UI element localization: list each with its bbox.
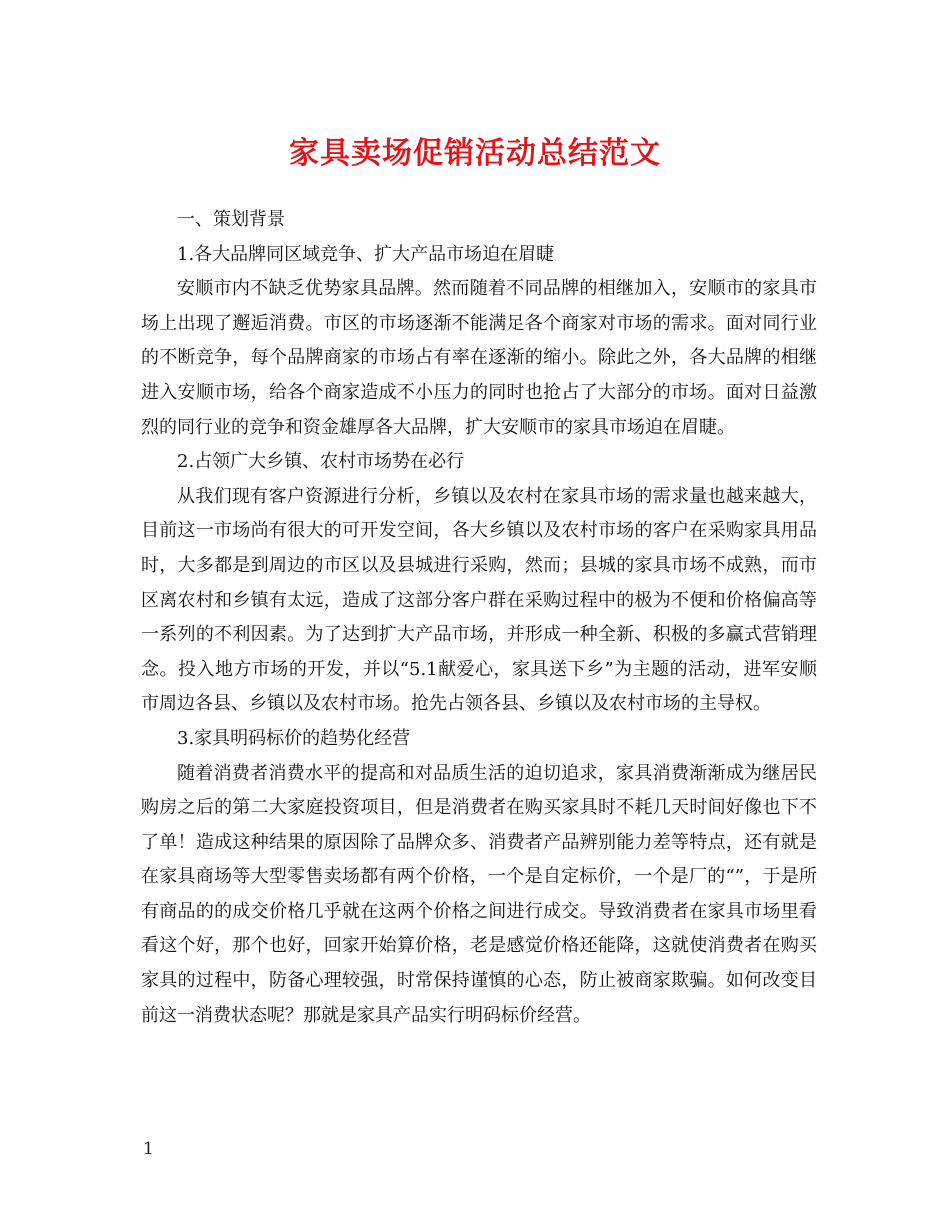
document-title: 家具卖场促销活动总结范文	[289, 136, 661, 171]
body-paragraph: 安顺市内不缺乏优势家具品牌。然而随着不同品牌的相继加入，安顺市的家具市场上出现了邂逅消费。市区的市场逐渐不能满足各个商家对市场的需求。面对同行业的不断竞争，每个品牌商家的市场占有率在逐渐的缩小。除此之外，各大品牌的相继进入安顺市场，给各个商家造成不小压力的同时也抢占了大部分的市场。面对日益激烈的同行业的竞争和资金雄厚各大品牌，扩大安顺市的家具市场迫在眉睫。	[141, 278, 817, 438]
body-paragraph: 随着消费者消费水平的提高和对品质生活的迫切追求，家具消费渐渐成为继居民购房之后的第二大家庭投资项目，但是消费者在购买家具时不耗几天时间好像也下不了单！造成这种结果的原因除了品牌众多、消费者产品辨别能力差等特点，还有就是在家具商场等大型零售卖场都有两个价格，一个是自定标价，一个是厂的“”，于是所有商品的的成交价格几乎就在这两个价格之间进行成交。导致消费者在家具市场里看看这个好，那个也好，回家开始算价格，老是感觉价格还能降，这就使消费者在购买家具的过程中，防备心理较强，时常保持谨慎的心态，防止被商家欺骗。如何改变目前这一消费状态呢？那就是家具产品实行明码标价经营。	[141, 762, 817, 1026]
section-heading: 一、策划背景	[177, 209, 285, 230]
document-body	[141, 203, 817, 1033]
page-number: 1	[143, 1139, 154, 1159]
subsection-heading: 3.家具明码标价的趋势化经营	[177, 727, 411, 749]
subsection-heading: 2.占领广大乡镇、农村市场势在必行	[177, 451, 465, 473]
body-paragraph: 从我们现有客户资源进行分析，乡镇以及农村在家具市场的需求量也越来越大，目前这一市场尚有很大的可开发空间，各大乡镇以及农村市场的客户在采购家具用品时，大多都是到周边的市区以及县城进行采购，然而；县城的家具市场不成熟，而市区离农村和乡镇有太远，造成了这部分客户群在采购过程中的极为不便和价格偏高等一系列的不利因素。为了达到扩大产品市场，并形成一种全新、积极的多赢式营销理念。投入地方市场的开发，并以“5.1献爱心，家具送下乡”为主题的活动，进军安顺市周边各县、乡镇以及农村市场。抢先占领各县、乡镇以及农村市场的主导权。	[141, 485, 817, 715]
subsection-heading: 1.各大品牌同区域竞争、扩大产品市场迫在眉睫	[177, 243, 555, 265]
